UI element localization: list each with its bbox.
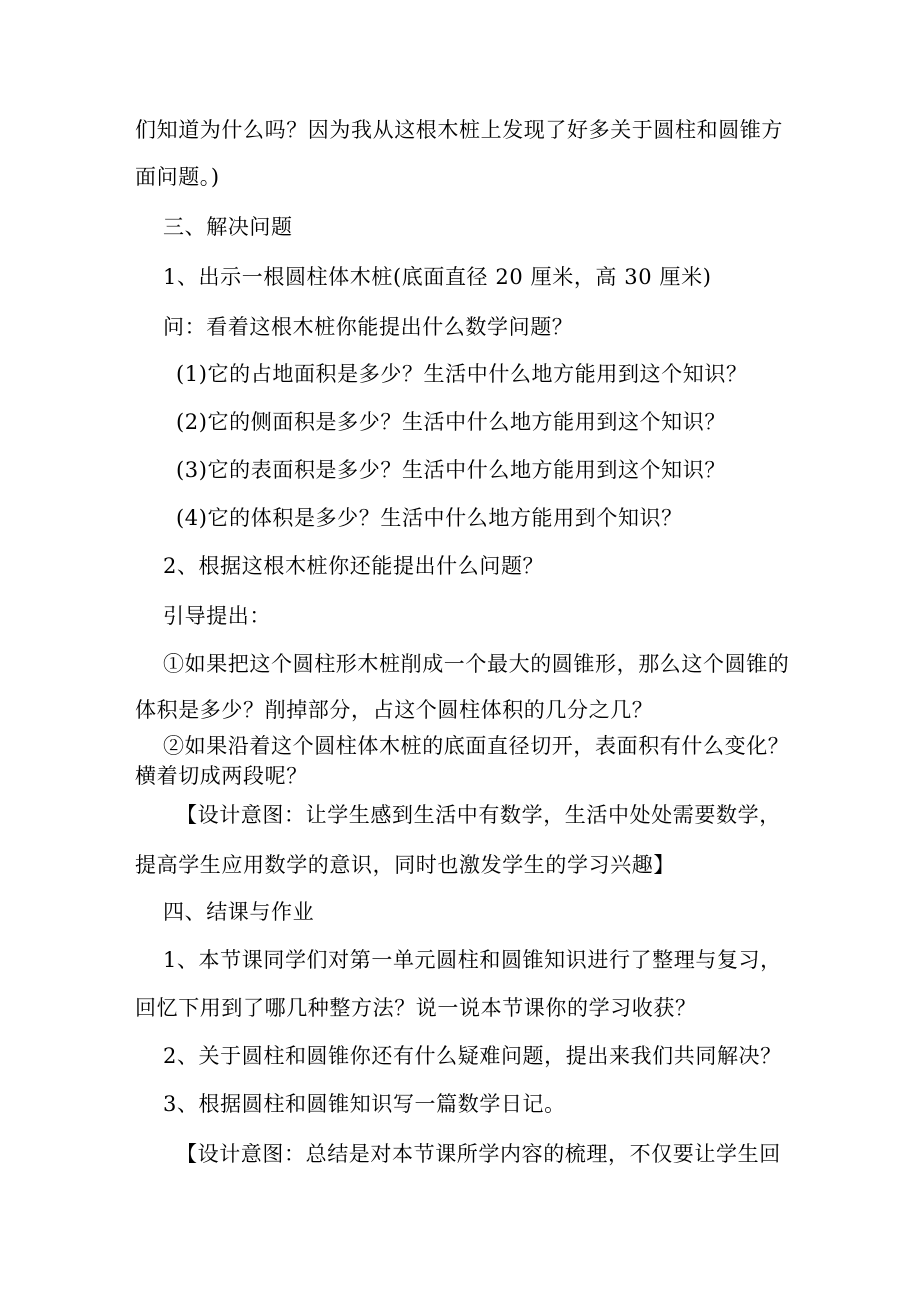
text-line: 引导提出：: [163, 604, 271, 628]
list-item: (2)它的侧面积是多少？生活中什么地方能用到这个知识？: [176, 410, 726, 434]
text-line: 体积是多少？削掉部分，占这个圆柱体积的几分之几？: [135, 698, 654, 722]
text-line: ②如果沿着这个圆柱体木桩的底面直径切开，表面积有什么变化？: [163, 734, 790, 758]
text-line: 横着切成两段呢？: [135, 764, 308, 788]
section-heading: 三、解决问题: [163, 215, 293, 239]
text-line: ①如果把这个圆柱形木桩削成一个最大的圆锥形，那么这个圆锥的: [163, 652, 790, 676]
text-line: 2、关于圆柱和圆锥你还有什么疑难问题，提出来我们共同解决？: [163, 1044, 782, 1068]
section-heading: 四、结课与作业: [163, 900, 315, 924]
text-line: 面问题。): [135, 165, 220, 189]
text-line: 3、根据圆柱和圆锥知识写一篇数学日记。: [163, 1092, 566, 1116]
text-line: 1、出示一根圆柱体木桩(底面直径 20 厘米，高 30 厘米): [163, 265, 712, 289]
text-line: 们知道为什么吗？因为我从这根木桩上发现了好多关于圆柱和圆锥方: [135, 118, 783, 142]
text-line: 1、本节课同学们对第一单元圆柱和圆锥知识进行了整理与复习，: [163, 948, 782, 972]
list-item: (1)它的占地面积是多少？生活中什么地方能用到这个知识？: [176, 362, 748, 386]
text-line: 2、根据这根木桩你还能提出什么问题？: [163, 554, 545, 578]
design-intent-note: 【设计意图：总结是对本节课所学内容的梳理，不仅要让学生回: [176, 1142, 781, 1166]
text-line: 问：看着这根木桩你能提出什么数学问题？: [163, 315, 574, 339]
design-intent-note: 【设计意图：让学生感到生活中有数学，生活中处处需要数学，: [176, 803, 781, 827]
list-item: (4)它的体积是多少？生活中什么地方能用到个知识？: [176, 506, 683, 530]
design-intent-note: 提高学生应用数学的意识，同时也激发学生的学习兴趣】: [135, 853, 675, 877]
text-line: 回忆下用到了哪几种整方法？说一说本节课你的学习收获？: [135, 996, 697, 1020]
list-item: (3)它的表面积是多少？生活中什么地方能用到这个知识？: [176, 458, 726, 482]
